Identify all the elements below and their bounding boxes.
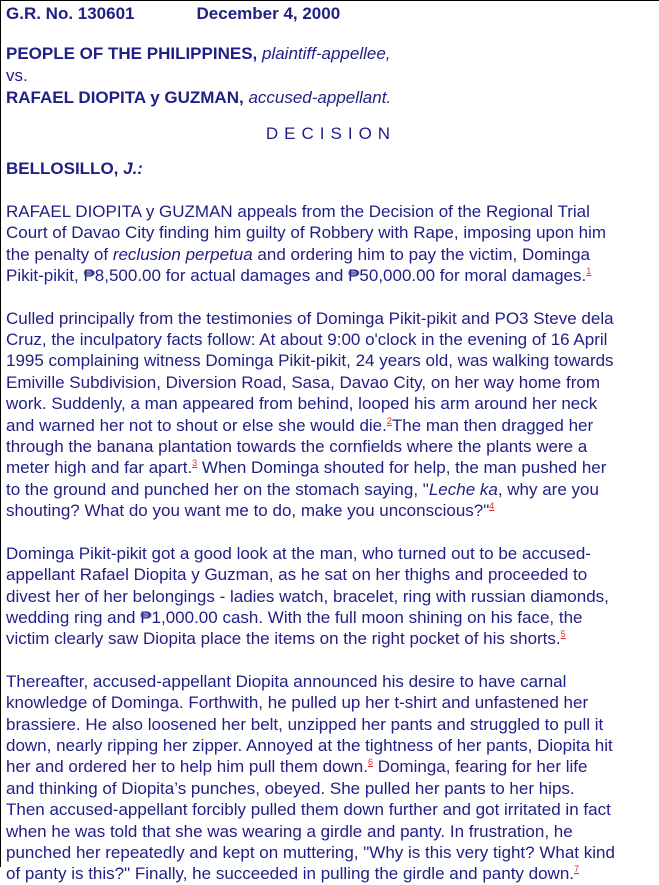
text-line: wedding ring and ₱1,000.00 cash. With the full moon shining on his face, the — [6, 607, 583, 627]
text-line: and thinking of Diopita’s punches, obeyed. She pulled her pants to her hips. — [6, 778, 575, 798]
text-run: of panty is this?" Finally, he succeeded in pulling the girdle and panty down. — [6, 864, 575, 884]
text-line — [6, 415, 656, 436]
text-line — [6, 457, 656, 478]
text-line: 1995 complaining witness Dominga Pikit-pikit, 24 years old, was walking towards — [6, 351, 614, 371]
text-line: Thereafter, accused-appellant Diopita announced his desire to have carnal — [6, 671, 567, 691]
text-line: brassiere. He also loosened her belt, unzipped her pants and struggled to pull it — [6, 714, 604, 734]
accused-role: accused-appellant. — [248, 88, 392, 107]
text-run: the penalty of — [6, 244, 113, 264]
text-run: The man then dragged her — [391, 415, 594, 435]
text-run: Dominga, fearing for her life — [372, 757, 588, 777]
text-run: , why are you — [497, 479, 599, 499]
accused-name: RAFAEL DIOPITA y GUZMAN, — [6, 88, 244, 107]
text-line: appellant Rafael Diopita y Guzman, as he sat on her thighs and proceeded to — [6, 565, 588, 585]
text-line: punched her repeatedly and kept on muttering, "Why is this very tight? What kind — [6, 842, 615, 862]
text-line: knowledge of Dominga. Forthwith, he pulled up her t-shirt and unfastened her — [6, 693, 589, 713]
paragraph-2 — [6, 308, 656, 522]
text-run: When Dominga shouted for help, the man pushed her — [197, 458, 607, 478]
case-header — [6, 3, 659, 25]
text-line: RAFAEL DIOPITA y GUZMAN appeals from the Decision of the Regional Trial — [6, 202, 590, 221]
text-run: victim clearly saw Diopita place the items on the right pocket of his shorts. — [6, 629, 561, 649]
text-line: Dominga Pikit-pikit got a good look at the man, who turned out to be accused- — [6, 543, 591, 563]
accused-line — [6, 87, 659, 109]
ponente — [6, 158, 659, 180]
text-line: Court of Davao City finding him guilty of Robbery with Rape, imposing upon him — [6, 223, 607, 243]
text-line — [6, 479, 656, 500]
text-line: Culled principally from the testimonies of Dominga Pikit-pikit and PO3 Steve dela — [6, 308, 614, 328]
footnote-link-7[interactable]: 7 — [574, 864, 580, 875]
text-line: when he was told that she was wearing a girdle and panty. In frustration, he — [6, 821, 573, 841]
footnote-link-4[interactable]: 4 — [489, 501, 495, 512]
text-run: to the ground and punched her on the stomach saying, " — [6, 479, 429, 499]
footnote-link-6[interactable]: 6 — [367, 757, 373, 768]
plaintiff-name: PEOPLE OF THE PHILIPPINES, — [6, 44, 258, 63]
text-line — [6, 500, 656, 521]
footnote-link-5[interactable]: 5 — [560, 629, 566, 640]
ponente-name: BELLOSILLO, — [6, 159, 119, 178]
paragraph-4 — [6, 671, 656, 885]
plaintiff-line — [6, 43, 659, 65]
text-run: her and ordered her to help him pull them down. — [6, 757, 368, 777]
paragraph-3 — [6, 543, 656, 650]
text-run: and ordering him to pay the victim, Dominga — [252, 244, 591, 264]
footnote-link-1[interactable]: 1 — [586, 266, 592, 277]
case-number: G.R. No. 130601 — [6, 4, 135, 23]
text-line: Cruz, the inculpatory facts follow: At about 9:00 o'clock in the evening of 16 April — [6, 330, 608, 350]
decision-date: December 4, 2000 — [196, 4, 341, 23]
text-run: shouting? What do you want me to do, make you unconscious?" — [6, 501, 490, 521]
text-line: down, nearly ripping her zipper. Annoyed at the tightness of her pants, Diopita hit — [6, 735, 613, 755]
footnote-link-3[interactable]: 3 — [192, 458, 198, 469]
text-run: Pikit-pikit, ₱8,500.00 for actual damages and ₱50,000.00 for moral damages. — [6, 266, 587, 286]
text-line: work. Suddenly, a man appeared from behind, looped his arm around her neck — [6, 394, 598, 414]
plaintiff-role: plaintiff-appellee, — [262, 44, 391, 63]
text-line: Emiville Subdivision, Diversion Road, Sasa, Davao City, on her way home from — [6, 372, 600, 392]
emphasis-reclusion-perpetua: reclusion perpetua — [112, 244, 253, 264]
text-line: through the banana plantation towards the cornfields where the plants were a — [6, 437, 588, 457]
paragraph-1 — [6, 201, 656, 287]
text-line — [6, 265, 656, 286]
case-parties — [6, 43, 659, 109]
text-line: Then accused-appellant forcibly pulled them down further and got irritated in fact — [6, 800, 611, 820]
emphasis-leche-ka: Leche ka — [428, 479, 498, 499]
text-run: meter high and far apart. — [6, 458, 193, 478]
decision-title: DECISION — [265, 124, 397, 143]
text-line — [6, 628, 656, 649]
text-line — [6, 244, 656, 265]
footnote-link-2[interactable]: 2 — [386, 415, 392, 426]
ponente-title: J.: — [123, 159, 143, 178]
versus-label: vs. — [6, 66, 28, 85]
text-line: divest her of her belongings - ladies watch, bracelet, ring with russian diamonds, — [6, 586, 609, 606]
text-line — [6, 756, 656, 777]
text-run: and warned her not to shout or else she would die. — [6, 415, 387, 435]
